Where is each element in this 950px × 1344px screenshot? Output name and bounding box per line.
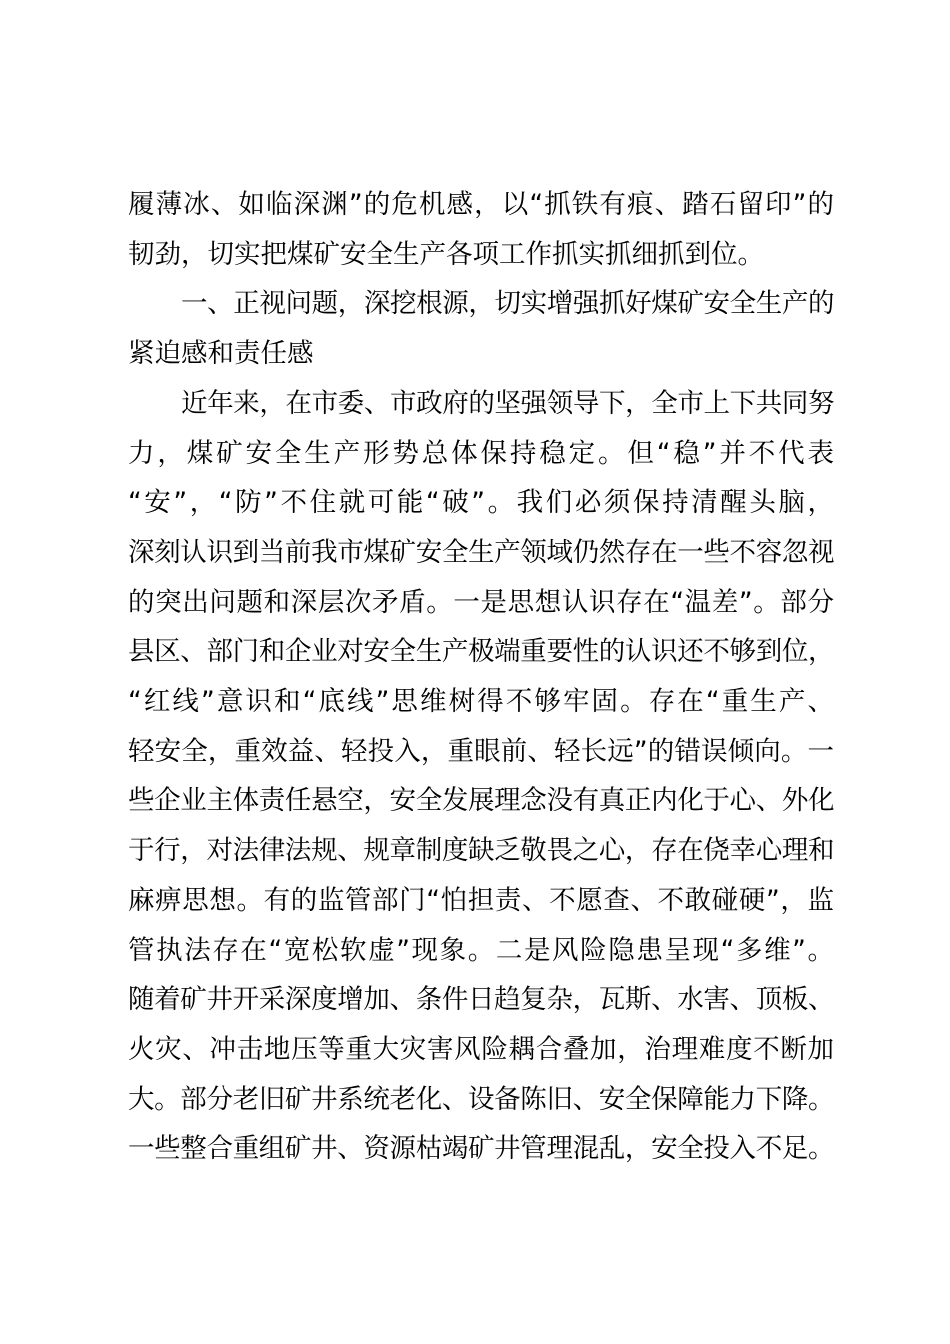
text-line: 县区、部门和企业对安全生产极端重要性的认识还不够到位， <box>128 636 834 668</box>
text-line: 于行，对法律法规、规章制度缺乏敬畏之心，存在侥幸心理和 <box>128 835 834 867</box>
text-line: 的突出问题和深层次矛盾。一是思想认识存在“温差”。部分 <box>128 586 834 618</box>
text-line: 随着矿井开采深度增加、条件日趋复杂，瓦斯、水害、顶板、 <box>128 984 834 1016</box>
text-line: 力，煤矿安全生产形势总体保持稳定。但“稳”并不代表 <box>128 437 834 469</box>
text-line: 些企业主体责任悬空，安全发展理念没有真正内化于心、外化 <box>128 785 834 817</box>
text-line: 近年来，在市委、市政府的坚强领导下，全市上下共同努 <box>181 387 834 419</box>
text-line: 韧劲，切实把煤矿安全生产各项工作抓实抓细抓到位。 <box>128 238 764 270</box>
text-line: 轻安全，重效益、轻投入，重眼前、轻长远”的错误倾向。一 <box>128 735 834 767</box>
text-line: “安”，“防”不住就可能“破”。我们必须保持清醒头脑， <box>128 487 834 519</box>
heading-line: 紧迫感和责任感 <box>128 338 314 370</box>
text-line: 大。部分老旧矿井系统老化、设备陈旧、安全保障能力下降。 <box>128 1083 834 1115</box>
text-line: 火灾、冲击地压等重大灾害风险耦合叠加，治理难度不断加 <box>128 1033 834 1065</box>
section-heading <box>128 279 834 378</box>
paragraph-continuation <box>128 180 834 279</box>
text-line: 履薄冰、如临深渊”的危机感，以“抓铁有痕、踏石留印”的 <box>128 189 834 220</box>
paragraph-body <box>128 379 834 1174</box>
text-line: “红线”意识和“底线”思维树得不够牢固。存在“重生产、 <box>128 686 834 718</box>
text-line: 管执法存在“宽松软虚”现象。二是风险隐患呈现“多维”。 <box>128 934 834 966</box>
text-line: 麻痹思想。有的监管部门“怕担责、不愿查、不敢碰硬”，监 <box>128 884 834 916</box>
text-line: 深刻认识到当前我市煤矿安全生产领域仍然存在一些不容忽视 <box>128 536 834 568</box>
text-line: 一些整合重组矿井、资源枯竭矿井管理混乱，安全投入不足。 <box>128 1133 834 1165</box>
document-body <box>128 180 834 1174</box>
heading-line: 一、正视问题，深挖根源，切实增强抓好煤矿安全生产的 <box>181 288 834 320</box>
